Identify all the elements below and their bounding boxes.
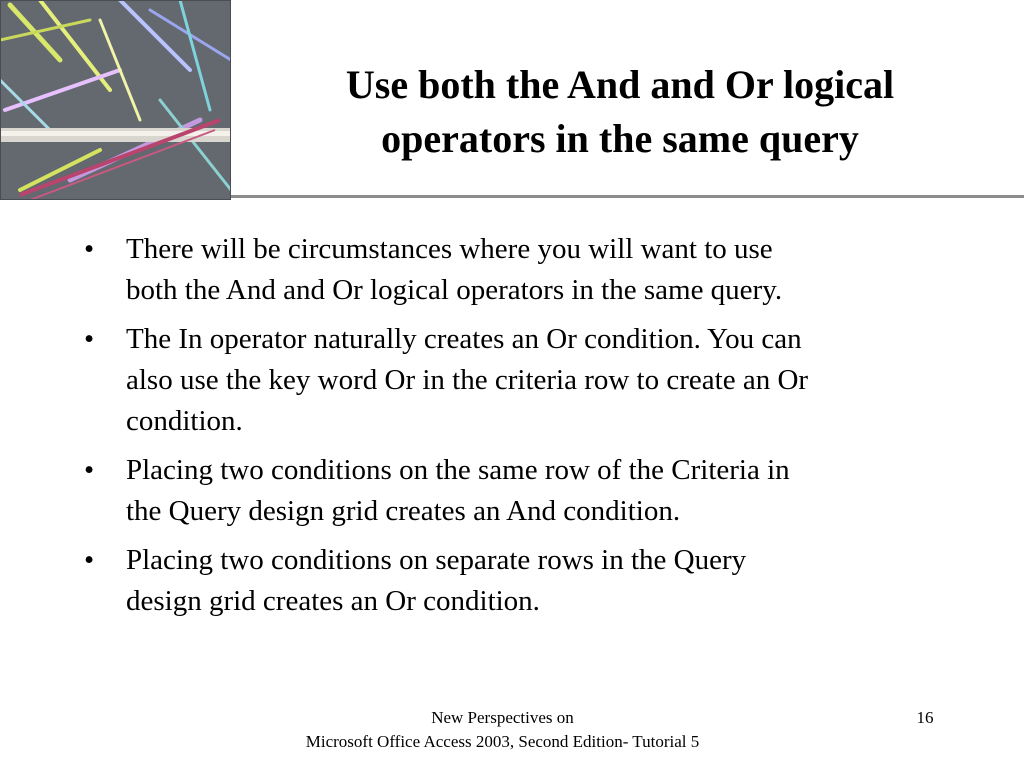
abstract-light-streaks-icon [0, 0, 231, 200]
bullet-icon: • [84, 233, 95, 265]
bullet-list [84, 229, 944, 630]
bullet-line: also use the key word Or in the criteria row to create an Or [126, 364, 809, 396]
bullet-line: both the And and Or logical operators in the same query. [126, 274, 783, 306]
page-number: 16 [916, 708, 934, 727]
title-divider [231, 195, 1024, 198]
bullet-icon: • [84, 544, 95, 576]
bullet-icon: • [84, 454, 95, 486]
slide-title-line: operators in the same query [381, 116, 859, 161]
slide-title [250, 58, 990, 166]
footer-line: Microsoft Office Access 2003, Second Edition- Tutorial 5 [305, 732, 700, 751]
bullet-line: condition. [126, 405, 243, 437]
bullet-line: The In operator naturally creates an Or condition. You can [126, 323, 802, 355]
bullet-line: design grid creates an Or condition. [126, 585, 540, 617]
bullet-item [84, 319, 944, 442]
footer-text [250, 706, 755, 754]
footer-line: New Perspectives on [431, 708, 574, 727]
bullet-line: Placing two conditions on separate rows in the Query [126, 544, 747, 576]
bullet-line: There will be circumstances where you will want to use [126, 233, 773, 265]
bullet-icon: • [84, 323, 95, 355]
slide-title-line: Use both the And and Or logical [345, 62, 895, 107]
bullet-line: Placing two conditions on the same row of the Criteria in [126, 454, 790, 486]
bullet-line: the Query design grid creates an And condition. [126, 495, 681, 527]
bullet-item [84, 229, 944, 311]
bullet-item [84, 540, 944, 622]
bullet-item [84, 450, 944, 532]
header-decorative-image [0, 0, 231, 200]
